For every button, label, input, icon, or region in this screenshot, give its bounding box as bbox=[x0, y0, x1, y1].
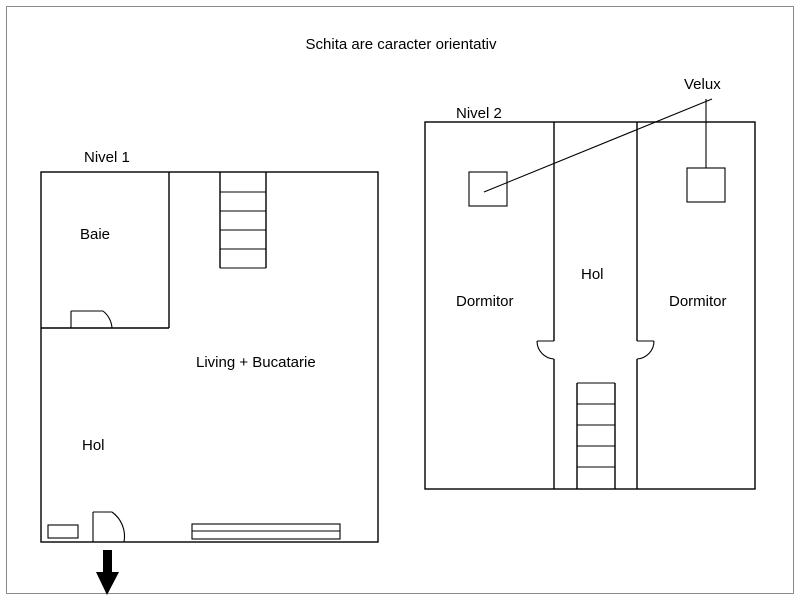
room-label-hol-1: Hol bbox=[82, 437, 105, 454]
room-label-dormitor-right: Dormitor bbox=[669, 293, 727, 310]
room-label-hol-2: Hol bbox=[581, 266, 604, 283]
room-label-living-bucatarie: Living + Bucatarie bbox=[196, 354, 316, 371]
level-1-label: Nivel 1 bbox=[84, 149, 130, 166]
room-label-dormitor-left: Dormitor bbox=[456, 293, 514, 310]
level-2-label: Nivel 2 bbox=[456, 105, 502, 122]
annotation-velux: Velux bbox=[684, 76, 721, 93]
velux-right bbox=[687, 168, 725, 202]
room-label-baie: Baie bbox=[80, 226, 111, 243]
diagram-title: Schita are caracter orientativ bbox=[305, 36, 497, 53]
velux-left bbox=[469, 172, 507, 206]
